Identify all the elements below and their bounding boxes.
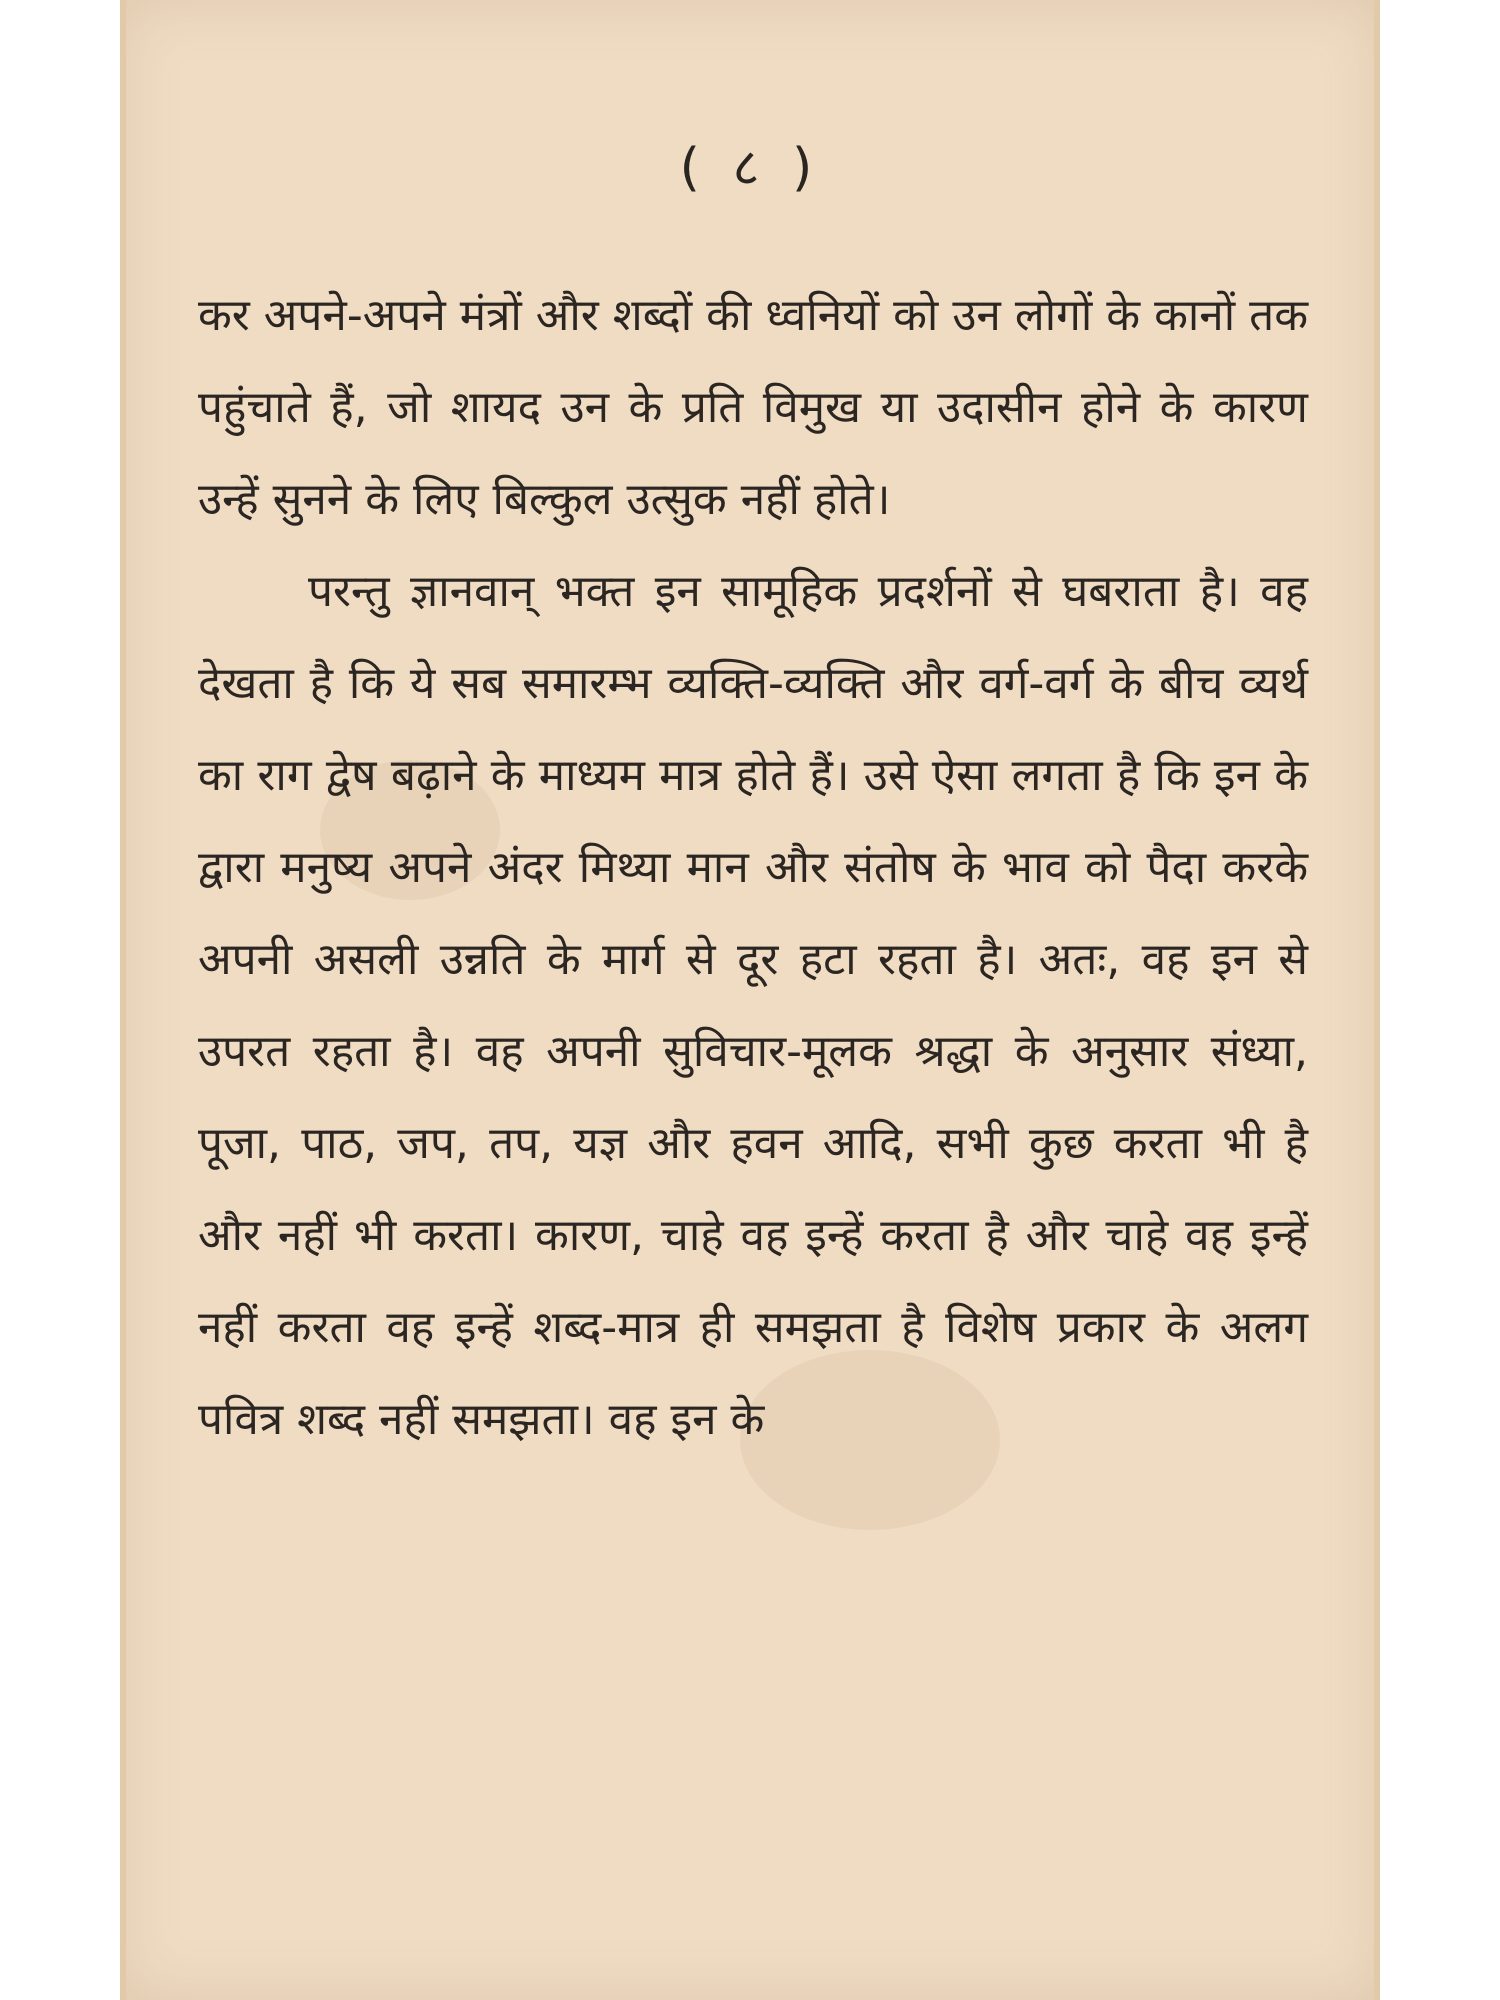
page-edge-right (1374, 0, 1380, 2000)
book-page (120, 0, 1380, 2000)
paragraph-continued: कर अपने-अपने मंत्रों और शब्दों की ध्वनियों को उन लोगों के कानों तक पहुंचाते हैं, जो शायद उन के प्रति विमुख या उदासीन होने के कारण उन्हें सुनने के लिए बिल्कुल उत्सुक नहीं होते। (198, 290, 1308, 525)
paragraph: परन्तु ज्ञानवान् भक्त इन सामूहिक प्रदर्शनों से घबराता है। वह देखता है कि ये सब समारम्भ व्यक्ति-व्यक्ति और वर्ग-वर्ग के बीच व्यर्थ का राग द्वेष बढ़ाने के माध्यम मात्र होते हैं। उसे ऐसा लगता है कि इन के द्वारा मनुष्य अपने अंदर मिथ्या मान और संतोष के भाव को पैदा करके अपनी असली उन्नति के मार्ग से दूर हटा रहता है। अतः, वह इन से उपरत रहता है। वह अपनी सुविचार-मूलक श्रद्धा के अनुसार संध्या, पूजा, पाठ, जप, तप, यज्ञ और हवन आदि, सभी कुछ करता भी है और नहीं भी करता। कारण, चाहे वह इन्हें करता है और चाहे वह इन्हें नहीं करता वह इन्हें शब्द-मात्र ही समझता है विशेष प्रकार के अलग पवित्र शब्द नहीं समझता। वह इन के (198, 566, 1308, 1445)
page-edge-left (120, 0, 126, 2000)
page-number: ( ८ ) (679, 138, 821, 198)
body-text (198, 270, 1308, 1466)
